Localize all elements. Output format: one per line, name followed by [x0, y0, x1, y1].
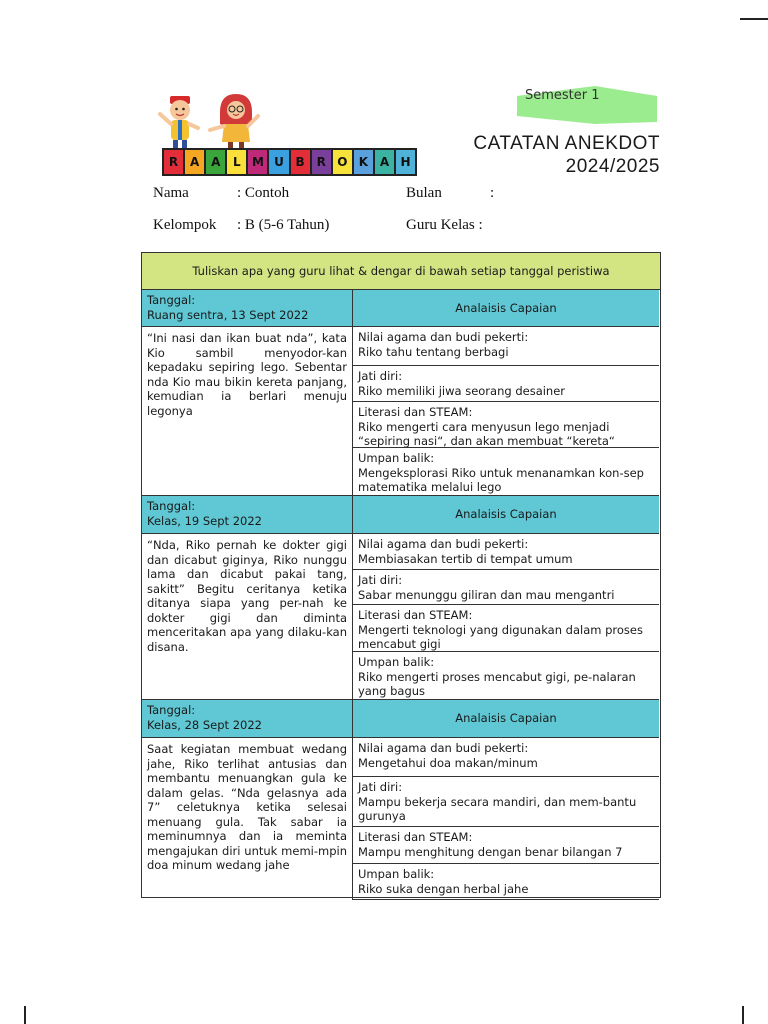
date-cell	[142, 700, 353, 738]
analysis-item-text: Riko mengerti proses mencabut gigi, pe-nalaran yang bagus	[358, 669, 636, 698]
bulan-label: Bulan	[406, 185, 442, 201]
analysis-item-title: Jati diri:	[358, 780, 403, 794]
analysis-item-text: Riko memiliki jiwa seorang desainer	[358, 383, 566, 398]
date-label: Tanggal:	[147, 293, 196, 307]
analysis-item	[353, 327, 659, 366]
logo-letter: O	[331, 148, 354, 176]
boy-figure	[160, 96, 198, 148]
story-cell	[142, 534, 353, 700]
analysis-item-title: Literasi dan STEAM:	[358, 830, 473, 844]
school-logo	[162, 148, 415, 176]
guru-kelas-label: Guru Kelas :	[406, 217, 483, 233]
analysis-item	[353, 738, 659, 777]
capaian-label: Analaisis Capaian	[455, 711, 557, 726]
girl-figure	[210, 94, 258, 148]
analysis-item-title: Jati diri:	[358, 369, 403, 383]
analysis-item-text: Mampu bekerja secara mandiri, dan mem-bantu gurunya	[358, 794, 637, 823]
capaian-header	[353, 290, 659, 327]
table-instruction: Tuliskan apa yang guru lihat & dengar di bawah setiap tanggal peristiwa	[142, 253, 660, 290]
analysis-item-title: Nilai agama dan budi pekerti:	[358, 537, 529, 551]
analysis-item-title: Nilai agama dan budi pekerti:	[358, 741, 529, 755]
nama-value: : Contoh	[237, 185, 290, 201]
analysis-item-text: Membiasakan tertib di tempat umum	[358, 551, 573, 566]
analysis-item-text: Sabar menunggu giliran dan mau mengantri	[358, 587, 615, 602]
title-line-2: 2024/2025	[565, 156, 660, 177]
analysis-item-title: Jati diri:	[358, 573, 403, 587]
nama-label: Nama	[153, 185, 189, 201]
analysis-item	[353, 827, 659, 864]
date-cell	[142, 290, 353, 327]
logo-letter: A	[183, 148, 206, 176]
analysis-item-title: Umpan balik:	[358, 867, 435, 881]
analysis-item	[353, 448, 659, 496]
date-label: Tanggal:	[147, 703, 196, 717]
logo-letter: H	[394, 148, 417, 176]
kelompok-value: : B (5-6 Tahun)	[237, 217, 330, 233]
logo-letter: A	[373, 148, 396, 176]
date-value: Kelas, 28 Sept 2022	[147, 717, 262, 732]
story-text: “Ini nasi dan ikan buat nda”, kata Kio sambil menyodor-kan kepadaku sepiring lego. Sebentar nda Kio mau bikin kereta panjang, kemudian ia berlari menuju legonya	[147, 331, 347, 418]
analysis-item-title: Literasi dan STEAM:	[358, 405, 473, 419]
analysis-item-title: Literasi dan STEAM:	[358, 608, 473, 622]
story-cell	[142, 738, 353, 900]
analysis-item-text: Riko tahu tentang berbagi	[358, 344, 509, 359]
analysis-item-title: Umpan balik:	[358, 655, 435, 669]
logo-letter: A	[204, 148, 227, 176]
analysis-item	[353, 605, 659, 652]
analysis-item-text: Riko mengerti cara menyusun lego menjadi “sepiring nasi“, dan akan membuat “kereta“	[358, 419, 615, 448]
analysis-item	[353, 652, 659, 700]
crop-mark	[742, 1006, 744, 1024]
kids-illustration	[150, 90, 270, 150]
analysis-item	[353, 366, 659, 402]
capaian-label: Analaisis Capaian	[455, 507, 557, 522]
logo-letter: B	[289, 148, 312, 176]
title-line-1: CATATAN ANEKDOT	[473, 133, 660, 154]
analysis-item-text: Mampu menghitung dengan benar bilangan 7	[358, 844, 623, 859]
analysis-item-text: Mengerti teknologi yang digunakan dalam proses mencabut gigi	[358, 622, 643, 651]
story-text: Saat kegiatan membuat wedang jahe, Riko terlihat antusias dan membantu menuangkan gula ke dalam gelas. “Nda gelasnya ada 7” celetuknya ketika selesai menuang gula. Tak sabar ia meminumnya dan ia meminta mengajukan diri untuk memi-mpin doa minum wedang jahe	[147, 742, 347, 872]
analysis-item	[353, 864, 659, 900]
analysis-item	[353, 777, 659, 827]
semester-badge	[505, 86, 657, 124]
logo-letter: L	[225, 148, 248, 176]
anecdote-table	[141, 252, 661, 898]
capaian-header	[353, 496, 659, 534]
story-text: “Nda, Riko pernah ke dokter gigi dan dicabut giginya, Riko nunggu lama dan dicabut pakai tang, sakitt” Begitu ceritanya ketika ditanya siapa yang per-nah ke dokter gigi dan diminta menceritakan apa yang dilaku-kan disana.	[147, 538, 347, 654]
crop-mark	[740, 18, 768, 20]
analysis-item	[353, 534, 659, 570]
semester-label: Semester 1	[525, 88, 600, 103]
analysis-item	[353, 402, 659, 448]
analysis-item	[353, 570, 659, 605]
story-cell	[142, 327, 353, 496]
logo-letter: R	[162, 148, 185, 176]
logo-letter: R	[310, 148, 333, 176]
date-value: Ruang sentra, 13 Sept 2022	[147, 307, 309, 322]
date-label: Tanggal:	[147, 499, 196, 513]
logo-letter: U	[267, 148, 290, 176]
date-value: Kelas, 19 Sept 2022	[147, 513, 262, 528]
analysis-item-title: Umpan balik:	[358, 451, 435, 465]
analysis-item-text: Riko suka dengan herbal jahe	[358, 881, 529, 896]
capaian-header	[353, 700, 659, 738]
document-title	[473, 132, 660, 178]
bulan-value: :	[490, 185, 495, 201]
kelompok-label: Kelompok	[153, 217, 217, 233]
logo-letter: K	[352, 148, 375, 176]
logo-letter: M	[246, 148, 269, 176]
analysis-item-text: Mengetahui doa makan/minum	[358, 755, 538, 770]
crop-mark	[24, 1006, 26, 1024]
analysis-item-text: Mengeksplorasi Riko untuk menanamkan kon-sep matematika melalui lego	[358, 465, 644, 494]
analysis-item-title: Nilai agama dan budi pekerti:	[358, 330, 529, 344]
capaian-label: Analaisis Capaian	[455, 300, 557, 315]
date-cell	[142, 496, 353, 534]
